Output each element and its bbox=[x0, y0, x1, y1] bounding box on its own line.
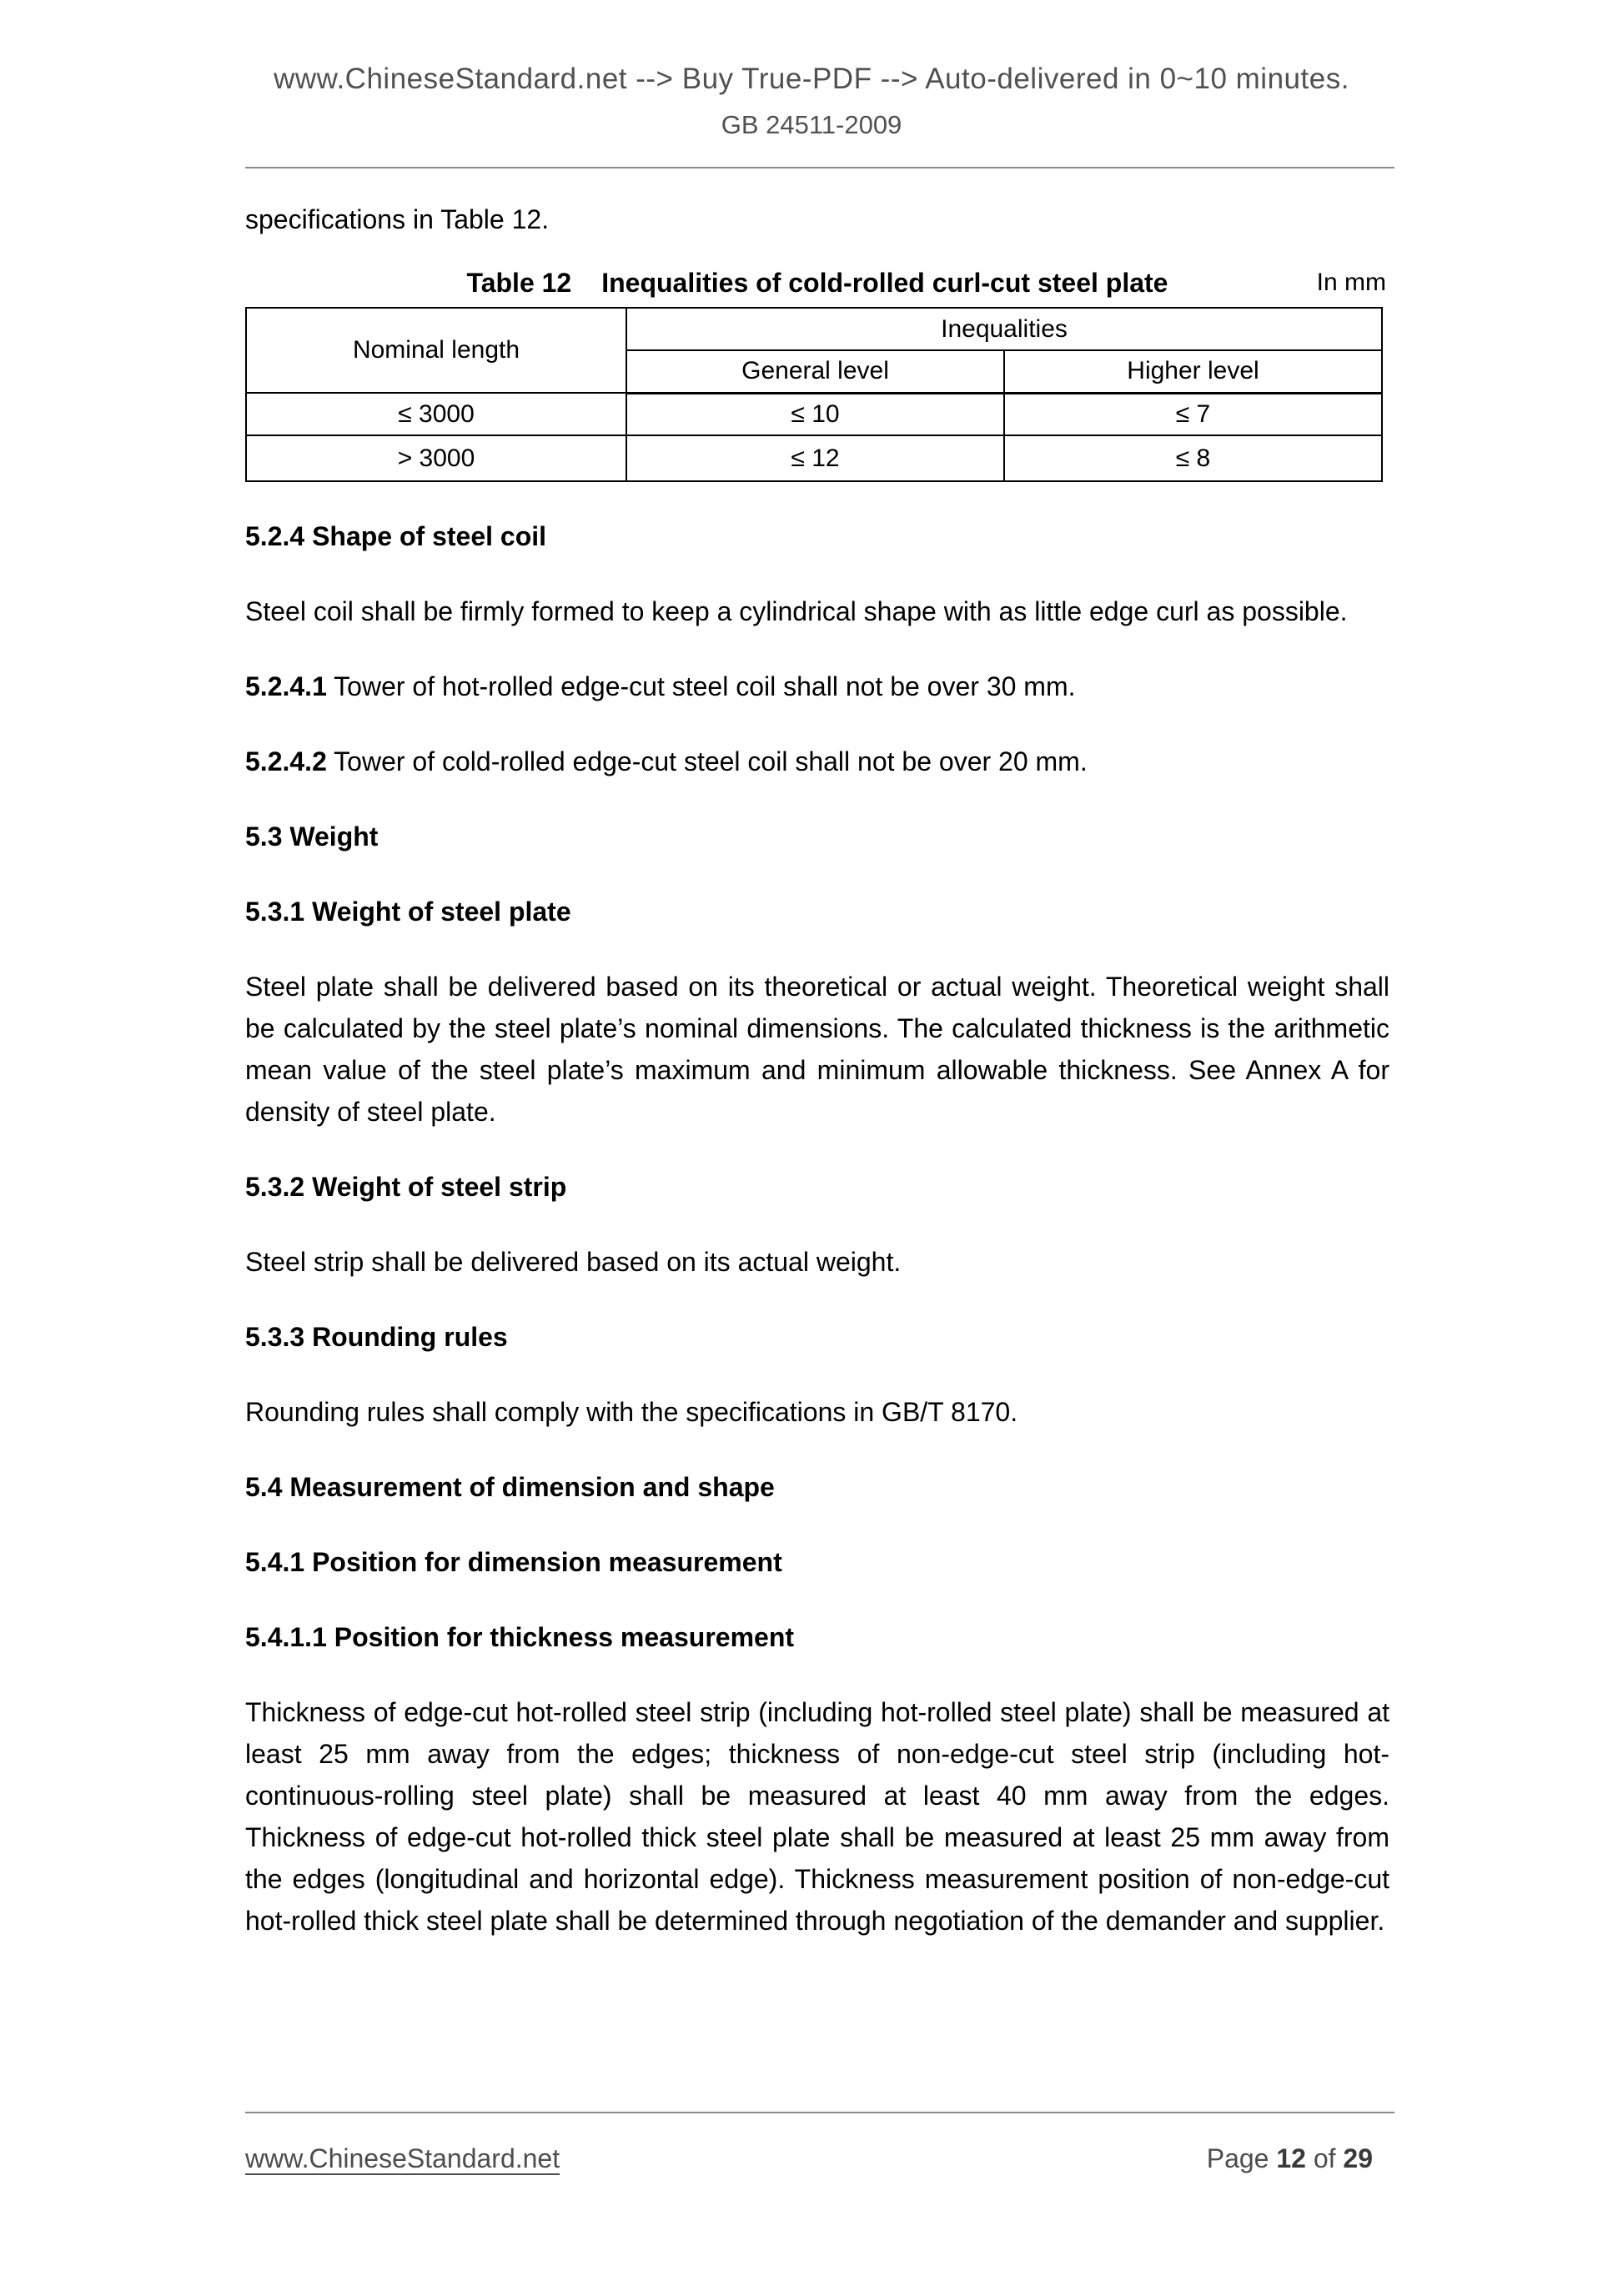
heading-5-3-2: 5.3.2 Weight of steel strip bbox=[245, 1172, 567, 1202]
heading-5-3-1: 5.3.1 Weight of steel plate bbox=[245, 897, 571, 927]
table-cell: ≤ 10 bbox=[626, 393, 1004, 435]
continuation-paragraph: specifications in Table 12. bbox=[245, 204, 550, 234]
header-divider bbox=[245, 167, 1394, 168]
table-header-inequalities: Inequalities bbox=[626, 308, 1382, 350]
table-caption bbox=[245, 262, 1389, 304]
total-page-number: 29 bbox=[1343, 2143, 1373, 2173]
clause-number: 5.2.4.1 bbox=[245, 671, 327, 701]
paragraph: Steel plate shall be delivered based on its theoretical or actual weight. Theoretical weight shall be calculated by the steel plate’s nominal dimensions. The calculated thickness is the arithmetic mean value of the steel plate’s maximum and minimum allowable thickness. See Annex A for density of steel plate. bbox=[245, 972, 1389, 1127]
clause-text: Tower of cold-rolled edge-cut steel coil shall not be over 20 mm. bbox=[334, 746, 1088, 776]
footer-site-link[interactable]: www.ChineseStandard.net bbox=[245, 2143, 560, 2173]
of-label: of bbox=[1313, 2143, 1336, 2173]
table-cell: ≤ 8 bbox=[1004, 435, 1382, 481]
clause-text: Tower of hot-rolled edge-cut steel coil shall not be over 30 mm. bbox=[334, 671, 1076, 701]
standard-code: GB 24511-2009 bbox=[721, 110, 902, 139]
table-unit-note: In mm bbox=[1316, 269, 1386, 296]
heading-5-4: 5.4 Measurement of dimension and shape bbox=[245, 1472, 775, 1502]
table-header-general-level: General level bbox=[626, 350, 1004, 393]
table-caption-title: Inequalities of cold-rolled curl-cut steel plate bbox=[601, 268, 1168, 298]
paragraph: Thickness of edge-cut hot-rolled steel strip (including hot-rolled steel plate) shall be measured at least 25 mm away from the edges; thickness of non-edge-cut steel strip (including hot-continuous-rolling steel plate) shall be measured at least 40 mm away from the edges. Thickness of edge-cut hot-rolled thick steel plate shall be measured at least 25 mm away from the edges (longitudinal and horizontal edge). Thickness measurement position of non-edge-cut hot-rolled thick steel plate shall be determined through negotiation of the demander and supplier. bbox=[245, 1697, 1389, 1936]
table-caption-label: Table 12 bbox=[466, 268, 572, 298]
table-cell: ≤ 12 bbox=[626, 435, 1004, 481]
paragraph: Rounding rules shall comply with the specifications in GB/T 8170. bbox=[245, 1397, 1018, 1427]
document-body bbox=[245, 198, 1389, 1942]
table-cell: ≤ 3000 bbox=[246, 393, 626, 435]
table-12 bbox=[245, 307, 1383, 482]
clause-number: 5.2.4.2 bbox=[245, 746, 327, 776]
header-banner-text: www.ChineseStandard.net --> Buy True-PDF --> Auto-delivered in 0~10 minutes. bbox=[274, 63, 1349, 95]
heading-5-3: 5.3 Weight bbox=[245, 821, 379, 852]
table-cell: > 3000 bbox=[246, 435, 626, 481]
heading-5-4-1-1: 5.4.1.1 Position for thickness measurement bbox=[245, 1622, 795, 1652]
table-header-higher-level: Higher level bbox=[1004, 350, 1382, 393]
table-row-group-header bbox=[246, 308, 1382, 350]
table-row bbox=[246, 435, 1382, 481]
table-row bbox=[246, 393, 1382, 435]
heading-5-4-1: 5.4.1 Position for dimension measurement bbox=[245, 1547, 782, 1577]
table-cell: ≤ 7 bbox=[1004, 393, 1382, 435]
heading-5-2-4: 5.2.4 Shape of steel coil bbox=[245, 521, 547, 551]
paragraph: Steel strip shall be delivered based on its actual weight. bbox=[245, 1247, 902, 1277]
page-header bbox=[0, 0, 1623, 140]
clause-paragraph-5-2-4-1 bbox=[245, 666, 1389, 707]
page-label: Page bbox=[1206, 2143, 1269, 2173]
footer-divider bbox=[245, 2112, 1394, 2113]
clause-paragraph-5-2-4-2 bbox=[245, 741, 1389, 782]
paragraph: Steel coil shall be firmly formed to keep a cylindrical shape with as little edge curl as possible. bbox=[245, 596, 1348, 626]
page-indicator bbox=[1207, 2140, 1373, 2177]
table-header-nominal-length: Nominal length bbox=[246, 308, 626, 393]
current-page-number: 12 bbox=[1276, 2143, 1306, 2173]
heading-5-3-3: 5.3.3 Rounding rules bbox=[245, 1322, 508, 1352]
